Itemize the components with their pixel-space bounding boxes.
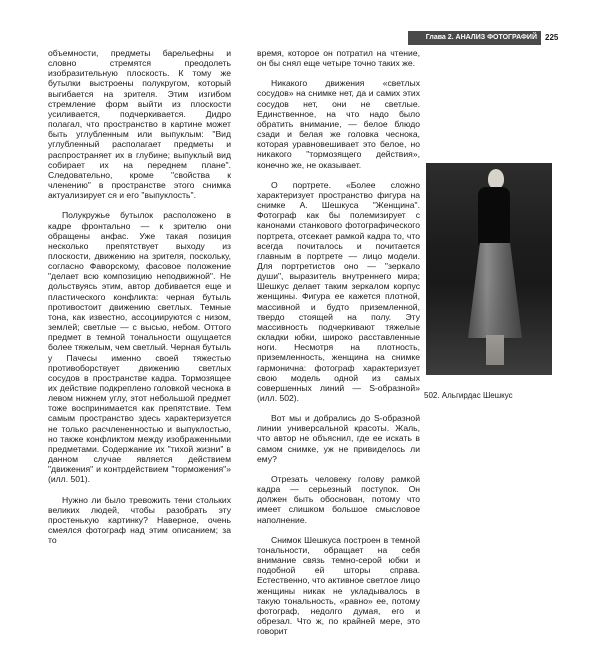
middle-text-column	[257, 48, 420, 646]
middle-paragraph-2: Никакого движения «светлых сосудов» на снимке нет, да и самих этих сосудов нет, они не светлые. Единственное, на что надо было обратить внимание, — белое блюдо сзади и белая же головка чеснока, которая уравновешивает это белое, но никакого "тормозящего действия», конечно же, не оказывает.	[257, 78, 420, 170]
left-paragraph-3: Нужно ли было тревожить тени стольких великих людей, чтобы разобрать эту простенькую картинку? Наверное, очень смеялся фотограф над этим описанием; за то	[48, 494, 231, 546]
middle-paragraph-5: Отрезать человеку голову рамкой кадра — серьезный поступок. Он должен быть обоснован, потому что имеет слишком большое смысловое наполнение.	[257, 473, 420, 525]
middle-paragraph-1: время, которое он потратил на чтение, он бы снял еще четыре точно таких же.	[257, 48, 420, 69]
left-text-column	[48, 48, 231, 555]
left-paragraph-2: Полукружье бутылок расположено в кадре фронтально — к зрителю они обращены анфас. Уже такая позиция несколько препятствует выходу из плоскости, движению на зрителя, поскольку, согласно Фаворскому, фасовое положение "делает всю композицию неподвижной". Не дольствуясь этим, автор добивается еще и пластического конфликта: черная бутыль противостоит движению светлых. Темные тона, как известно, ассоциируются с низом, землей; светлые — с высью, небом. Оттого предмет в темной тональности ощущается более тяжелым, чем светлый. Черная бутыль у Пачесы именно своей тяжестью противоборствует движению светлых сосудов в пространстве кадра. Тормозящее их действие подкреплено головкой чеснока в левом нижнем углу, этот небольшой предмет тоже воспринимается как препятствие. Тем самым пространство здесь характеризуется не только расчлененностью и выпуклостью, но также конфликтом между изображенными предметами. Содержание их "тихой жизни" в данном случае является действием "движения" и контрдействием "торможения"» (илл. 501).	[48, 210, 231, 485]
middle-paragraph-4: Вот мы и добрались до S-образной линии универсальной красоты. Жаль, что автор не объяснил, где ее искать в самом снимке, уж не привиделось ли ему?	[257, 413, 420, 464]
chapter-header: Глава 2. АНАЛИЗ ФОТОГРАФИЙ	[408, 31, 541, 45]
woman-photograph	[426, 163, 552, 375]
middle-paragraph-6: Снимок Шешкуса построен в темной тональности, обращает на себя внимание связь темно-серой юбки и подобной ей шторы справа. Естественно, что активное светлое лицо женщины никак не укладывалось в такую тональность, «равно» ее, потому фотограф, недолго думая, его и обрезал. Что ж, по крайней мере, это говорит	[257, 534, 420, 637]
photo-floor-light	[426, 283, 552, 375]
photo-figure-torso	[478, 187, 510, 247]
photo-figure-head	[488, 169, 504, 189]
figure-caption: 502. Альгирдас Шешкус	[424, 391, 513, 400]
middle-paragraph-3: О портрете. «Более сложно характеризует пространство фигура на снимке А. Шешкуса "Женщина". Фотограф как бы полемизирует с канонами станкового фотографического портрета, отсекает рамкой кадра то, что всегда почиталось и почитается главным в портрете — лицо модели. Для портретистов оно — "зеркало души", выразитель внутреннего мира; Шешкус делает таким зеркалом корпус женщины. Фигура ее кажется плотной, массивной и будто приземленной, твердо стоящей на полу. Эту массивность подчеркивают тяжелые складки юбки, широко расставленные ноги. Несмотря на плотность, приземленность, женщина на снимке гармонична: фотограф характеризует свою модель одной из самых совершенных линий — S-образной» (илл. 502).	[257, 179, 420, 403]
left-paragraph-1: объемности, предметы барельефны и словно стремятся преодолеть изобразительную плоскость. К тому же бутылки выстроены полукругом, который выгибается на зрителя. Этим изгибом стремление форм выйти из плоскости усиливается, подчеркивается. Дидро полагал, что пространство в картине может быть углубленным или выпуклым: "Вид углубленный располагает предметы и распространяет их в глубине; выпуклый вид собирает их на переднем плане". Следовательно, кроме "свойства к членению" в пространстве этого снимка актуализирует ся и его "выпуклость".	[48, 48, 231, 201]
page-number: 225	[545, 33, 559, 42]
